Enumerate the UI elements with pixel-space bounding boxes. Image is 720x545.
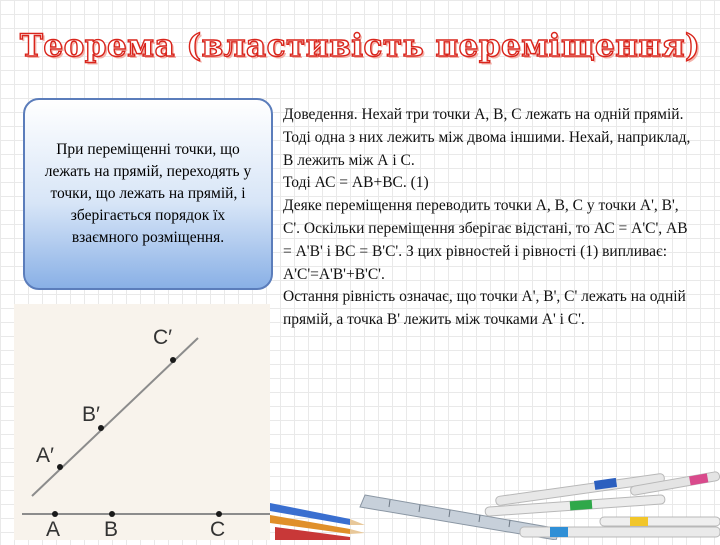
label-b: B: [104, 518, 119, 540]
geometry-diagram: [14, 304, 270, 540]
proof-paragraph-5: Остання рівність означає, що точки А', В', С' лежать на одній прямій, а точка В' лежить між точками А' і С'.: [283, 288, 686, 329]
theorem-text: При переміщенні точки, що лежать на прямій, переходять у точки, що лежать на прямій, і зберігається порядок їх взаємного розміщення.: [44, 141, 252, 246]
proof-paragraph-4: Деяке переміщення переводить точки А, В, С у точки А', В', С'. Оскільки переміщення зберігає відстані, то АС = А'С', АВ = А'В' і ВС = В'С'. З цих рівностей і рівності (1) випливає: А'С'=А'В'+В'С'.: [283, 197, 688, 283]
proof-paragraph-1: Доведення. Нехай три точки А, В, С лежать на одній прямій.: [283, 106, 684, 123]
proof-text: [283, 104, 691, 332]
colored-pencils-icon: [270, 503, 365, 540]
point-a-prime: [57, 464, 63, 470]
point-c: [216, 511, 222, 517]
label-b-prime: B′: [82, 403, 100, 426]
point-c-prime: [170, 357, 176, 363]
point-a: [52, 511, 58, 517]
theorem-callout: [23, 98, 273, 290]
label-c-prime: C′: [153, 326, 173, 349]
label-a-prime: A′: [36, 444, 54, 467]
proof-paragraph-3: Тоді АС = АВ+ВС. (1): [283, 174, 429, 192]
point-b: [109, 511, 115, 517]
label-a: A: [46, 518, 61, 540]
diagram-svg: [14, 304, 270, 540]
label-c: C: [210, 518, 226, 540]
slide-title: Теорема (властивість переміщення): [19, 28, 701, 64]
proof-paragraph-2: Тоді одна з них лежить між двома іншими. Нехай, наприклад, В лежить між А і С.: [283, 128, 691, 169]
stationery-decoration: [270, 455, 720, 540]
